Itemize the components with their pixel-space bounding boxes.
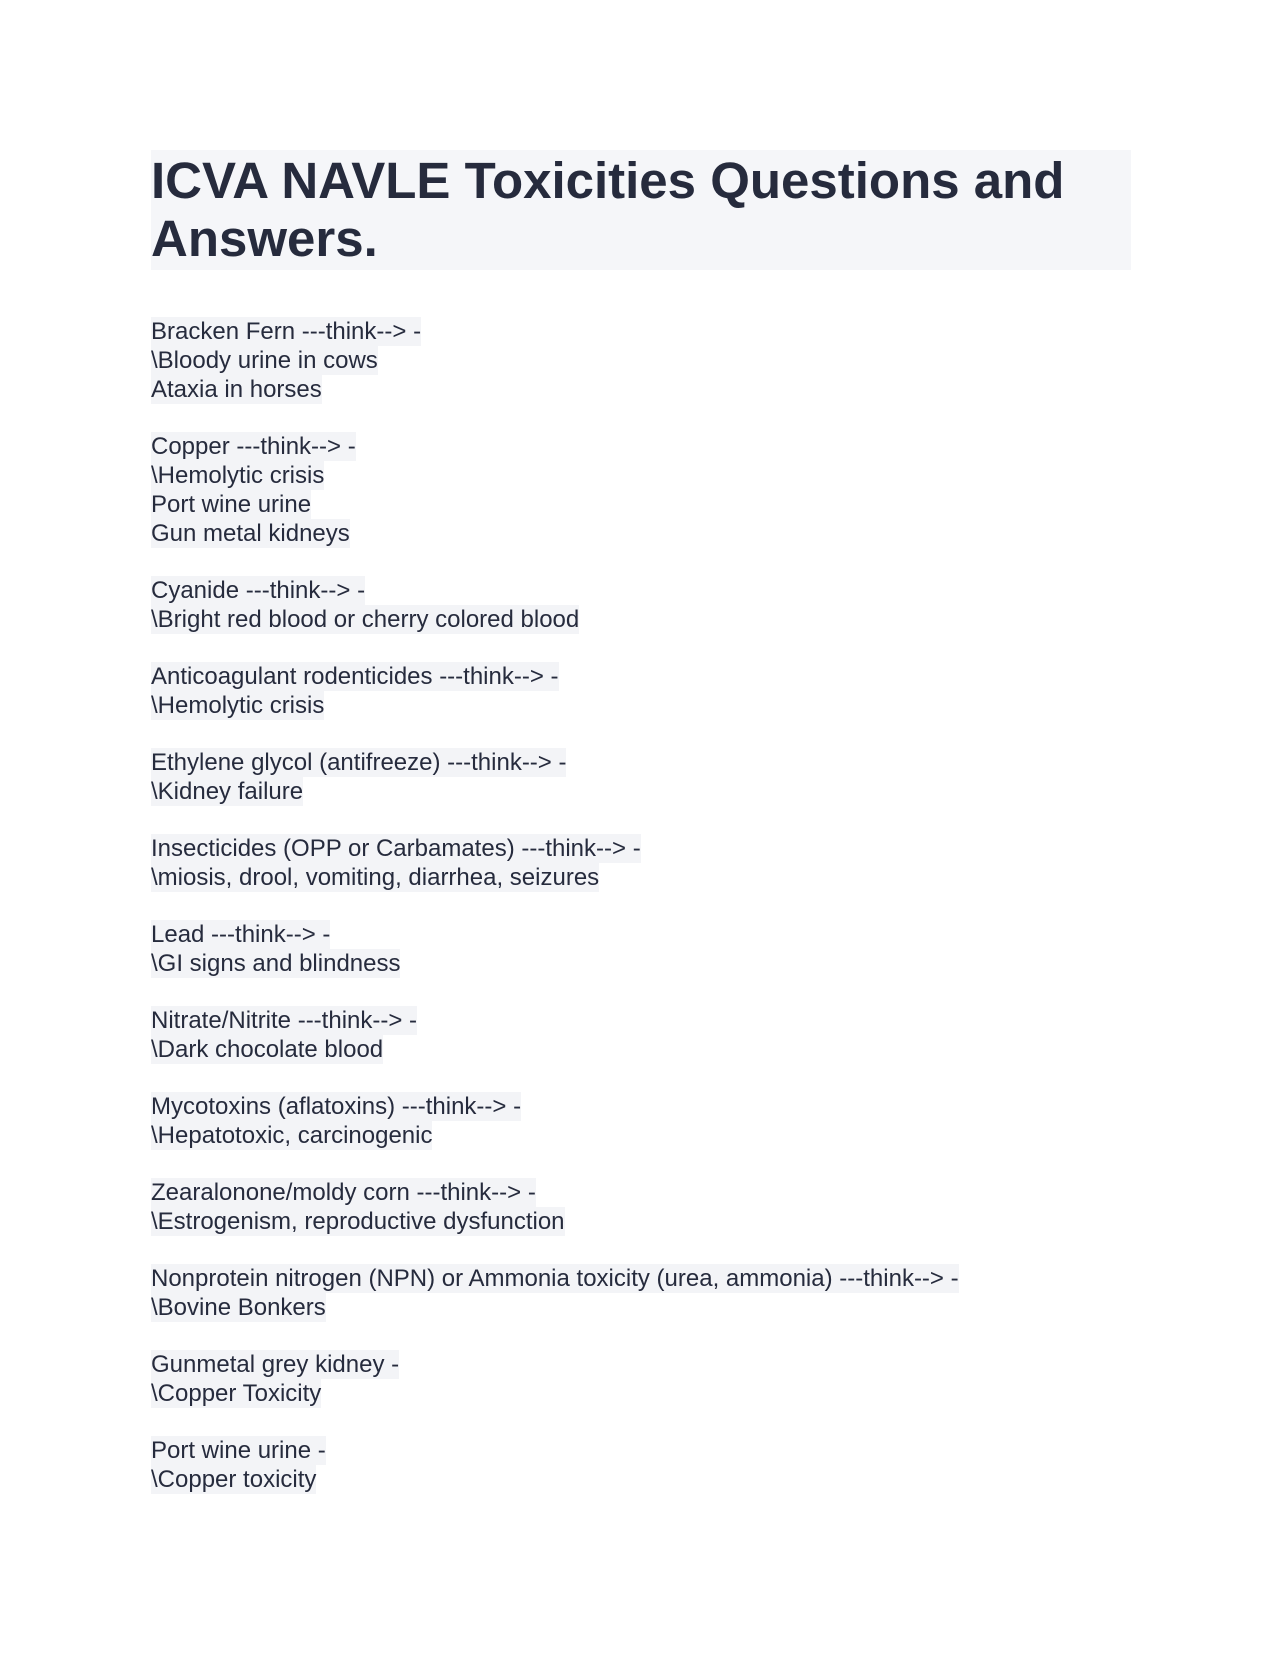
card-term: Copper ---think--> - xyxy=(151,433,356,460)
flashcard xyxy=(151,1092,1131,1150)
flashcard xyxy=(151,748,1131,806)
card-term: Nitrate/Nitrite ---think--> - xyxy=(151,1007,418,1034)
flashcard xyxy=(151,1006,1131,1064)
card-definition: \Bovine Bonkers xyxy=(151,1294,326,1321)
card-term: Ethylene glycol (antifreeze) ---think--> - xyxy=(151,749,567,776)
document-page xyxy=(151,150,1131,1522)
flashcard xyxy=(151,317,1131,404)
flashcard xyxy=(151,920,1131,978)
card-term: Insecticides (OPP or Carbamates) ---think--> - xyxy=(151,835,641,862)
card-definition: \Hemolytic crisis xyxy=(151,462,325,489)
card-definition: Ataxia in horses xyxy=(151,376,322,403)
flashcard xyxy=(151,1350,1131,1408)
card-definition: \Copper Toxicity xyxy=(151,1380,322,1407)
card-definition: Gun metal kidneys xyxy=(151,520,350,547)
card-definition: \GI signs and blindness xyxy=(151,950,401,977)
flashcard xyxy=(151,1178,1131,1236)
document-title: ICVA NAVLE Toxicities Questions and Answers. xyxy=(151,150,1131,270)
card-definition: \Hemolytic crisis xyxy=(151,692,325,719)
card-definition: \Hepatotoxic, carcinogenic xyxy=(151,1122,433,1149)
flashcard-list xyxy=(151,317,1131,1494)
card-definition: \miosis, drool, vomiting, diarrhea, seizures xyxy=(151,864,600,891)
flashcard xyxy=(151,576,1131,634)
card-term: Gunmetal grey kidney - xyxy=(151,1351,400,1378)
card-definition: \Bloody urine in cows xyxy=(151,347,378,374)
card-term: Port wine urine - xyxy=(151,1437,326,1464)
flashcard xyxy=(151,1436,1131,1494)
flashcard xyxy=(151,1264,1131,1322)
card-definition: \Estrogenism, reproductive dysfunction xyxy=(151,1208,565,1235)
card-definition: \Copper toxicity xyxy=(151,1466,317,1493)
card-term: Mycotoxins (aflatoxins) ---think--> - xyxy=(151,1093,522,1120)
flashcard xyxy=(151,834,1131,892)
card-term: Nonprotein nitrogen (NPN) or Ammonia toxicity (urea, ammonia) ---think--> - xyxy=(151,1265,959,1292)
card-term: Zearalonone/moldy corn ---think--> - xyxy=(151,1179,536,1206)
card-definition: \Dark chocolate blood xyxy=(151,1036,384,1063)
card-term: Cyanide ---think--> - xyxy=(151,577,366,604)
flashcard xyxy=(151,432,1131,548)
card-term: Bracken Fern ---think--> - xyxy=(151,318,422,345)
card-term: Anticoagulant rodenticides ---think--> - xyxy=(151,663,559,690)
card-term: Lead ---think--> - xyxy=(151,921,331,948)
card-definition: \Bright red blood or cherry colored blood xyxy=(151,606,580,633)
card-definition: \Kidney failure xyxy=(151,778,304,805)
flashcard xyxy=(151,662,1131,720)
card-definition: Port wine urine xyxy=(151,491,312,518)
